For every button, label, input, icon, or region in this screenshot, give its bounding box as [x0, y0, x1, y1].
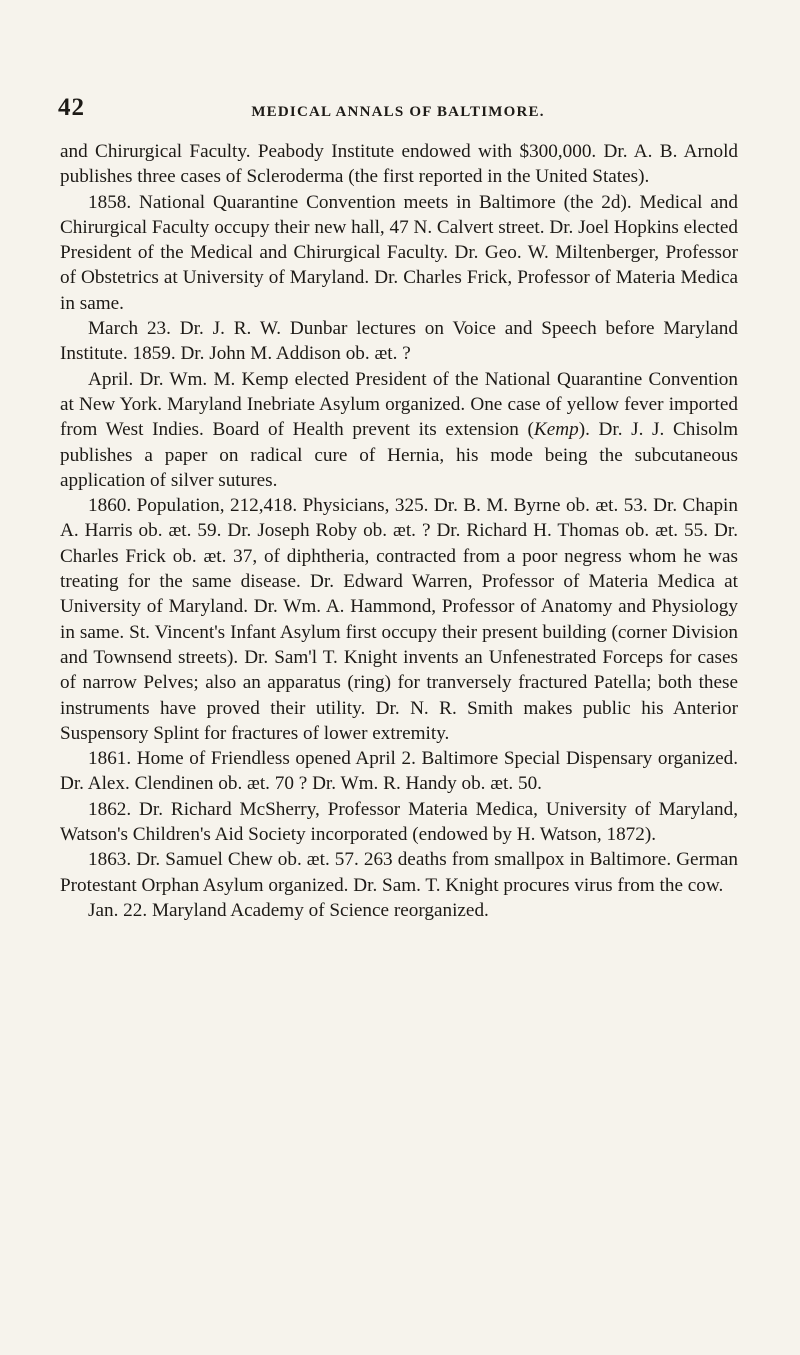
paragraph-jan-22: Jan. 22. Maryland Academy of Science reorganized.	[88, 899, 489, 921]
paragraph-1858: 1858. National Quarantine Convention meets in Baltimore (the 2d). Medical and Chirurgical Faculty occupy their new hall, 47 N. Calvert street. Dr. Joel Hopkins elected President of the Medical and Chirurgical Faculty. Dr. Geo. W. Miltenberger, Professor of Obstetrics at University of Maryland. Dr. Charles Frick, Professor of Materia Medica in same.	[60, 191, 738, 314]
citation-kemp: Kemp	[533, 419, 579, 441]
paragraph-april: April. Dr. Wm. M. Kemp elected President of the National Quarantine Convention at New York. Maryland Inebriate Asylum organized. One case of yellow fever imported from West Indies. Board of Health prevent its extension (Kemp). Dr. J. J. Chisolm publishes a paper on radical cure of Hernia, his mode being the subcutaneous application of silver sutures.	[60, 368, 738, 491]
paragraph-1861: 1861. Home of Friendless opened April 2. Baltimore Special Dispensary organized. Dr. Alex. Clendinen ob. æt. 70 ? Dr. Wm. R. Handy ob. æt. 50.	[60, 748, 738, 795]
paragraph-march-23: March 23. Dr. J. R. W. Dunbar lectures on Voice and Speech before Maryland Institute. 1859. Dr. John M. Addison ob. æt. ?	[60, 318, 738, 365]
page-header	[58, 94, 738, 124]
paragraph-1862: 1862. Dr. Richard McSherry, Professor Materia Medica, University of Maryland, Watson's Children's Aid Society incorporated (endowed by H. Watson, 1872).	[60, 798, 738, 846]
page-body	[60, 139, 738, 923]
paragraph-continuation: and Chirurgical Faculty. Peabody Institute endowed with $300,000. Dr. A. B. Arnold publishes three cases of Scleroderma (the first reported in the United States).	[60, 141, 738, 188]
running-head: MEDICAL ANNALS OF BALTIMORE.	[251, 104, 545, 120]
paragraph-1860: 1860. Population, 212,418. Physicians, 325. Dr. B. M. Byrne ob. æt. 53. Dr. Chapin A. Harris ob. æt. 59. Dr. Joseph Roby ob. æt. ? Dr. Richard H. Thomas ob. æt. 55. Dr. Charles Frick ob. æt. 37, of diphtheria, contracted from a poor negress whom he was treating for the same disease. Dr. Edward Warren, Professor of Materia Medica at University of Maryland. Dr. Wm. A. Hammond, Professor of Anatomy and Physiology in same. St. Vincent's Infant Asylum first occupy their present building (corner Division and Townsend streets). Dr. Sam'l T. Knight invents an Unfenestrated Forceps for cases of narrow Pelves; also an apparatus (ring) for tranversely fractured Patella; both these instruments have proved their utility. Dr. N. R. Smith makes public his Anterior Suspensory Splint for fractures of lower extremity.	[60, 495, 738, 744]
page-number: 42	[58, 94, 85, 121]
paragraph-1863: 1863. Dr. Samuel Chew ob. æt. 57. 263 deaths from smallpox in Baltimore. German Protestant Orphan Asylum organized. Dr. Sam. T. Knight procures virus from the cow.	[60, 849, 738, 896]
